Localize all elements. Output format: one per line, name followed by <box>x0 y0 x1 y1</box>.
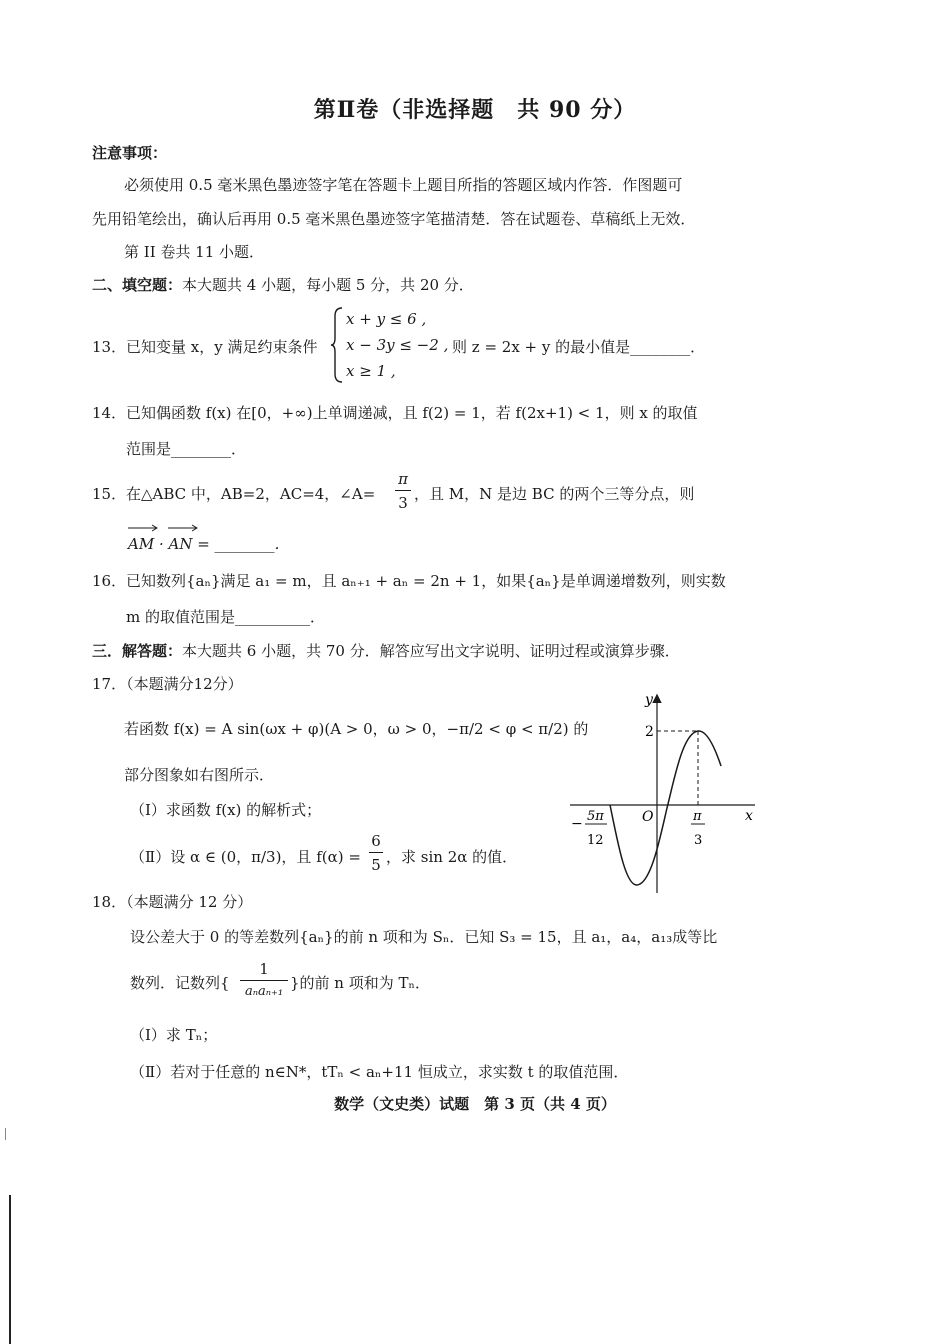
q15-frac-num: π <box>398 470 408 488</box>
q17-part-2a: （Ⅱ）设 α ∈ (0，π/3)，且 f(α) = <box>130 848 361 866</box>
notice-line-2: 先用铅笔绘出，确认后再用 0.5 毫米黑色墨迹签字笔描清楚．答在试题卷、草稿纸上无效． <box>92 210 696 228</box>
notice-heading: 注意事项： <box>92 144 168 162</box>
q13-brace <box>330 306 344 384</box>
q17-frac-num: 6 <box>371 832 381 850</box>
q15-frac-bar <box>395 490 411 491</box>
q13-post: 则 z = 2x + y 的最小值是________． <box>452 338 706 356</box>
q18-part-1: （Ⅰ）求 Tₙ； <box>130 1026 218 1044</box>
section-2-header <box>92 274 474 295</box>
q15-line-1b: ，且 M，N 是边 BC 的两个三等分点，则 <box>414 485 695 503</box>
q15-line-1a: 在△ABC 中，AB=2，AC=4，∠A= <box>126 485 376 503</box>
q17-part-1: （Ⅰ）求函数 f(x) 的解析式； <box>130 801 322 819</box>
page-title: 第Ⅱ卷（非选择题 共 90 分） <box>313 97 637 123</box>
left-tick-num: 5π <box>587 809 604 824</box>
scan-mark <box>5 1128 6 1140</box>
q17-sine-graph <box>565 688 765 898</box>
left-tick-den: 12 <box>587 833 604 848</box>
q13-constraint-1: x + y ≤ 6 , <box>346 310 427 328</box>
section-2-heading: 二、填空题： <box>92 276 183 294</box>
q17-line-1: 若函数 f(x) = A sin(ωx + φ)(A > 0，ω > 0，−π/2 < φ < π/2) 的 <box>124 720 589 738</box>
vector-arrows <box>126 522 206 532</box>
right-tick-den: 3 <box>694 833 703 848</box>
q15-frac-den: 3 <box>398 494 408 512</box>
q17-part-2b: ，求 sin 2α 的值． <box>386 848 518 866</box>
section-3-heading: 三．解答题： <box>92 642 183 660</box>
q18-line-2b: }的前 n 项和为 Tₙ． <box>290 974 431 992</box>
q15-number: 15． <box>92 485 127 503</box>
q18-line-2a: 数列．记数列{ <box>130 974 230 992</box>
q18-line-1: 设公差大于 0 的等差数列{aₙ}的前 n 项和为 Sₙ．已知 S₃ = 15，且 a₁，a₄，a₁₃成等比 <box>130 928 718 946</box>
sine-curve <box>610 731 721 885</box>
q13-number: 13． <box>92 338 127 356</box>
q17-frac-den: 5 <box>371 856 381 874</box>
q13-pre: 已知变量 x，y 满足约束条件 <box>126 338 318 356</box>
q18-part-2: （Ⅱ）若对于任意的 n∈N*，tTₙ < aₙ+11 恒成立，求实数 t 的取值范围． <box>130 1063 629 1081</box>
q16-line-2: m 的取值范围是__________． <box>126 608 325 626</box>
q14-number: 14． <box>92 404 127 422</box>
q14-line-2: 范围是________． <box>126 440 247 458</box>
q17-frac-bar <box>369 852 383 853</box>
section-2-desc: 本大题共 4 小题，每小题 5 分，共 20 分． <box>182 276 474 294</box>
scan-edge-line <box>9 1195 11 1344</box>
q17-line-2: 部分图象如右图所示． <box>124 766 275 784</box>
notice-line-1: 必须使用 0.5 毫米黑色墨迹签字笔在答题卡上题目所指的答题区域内作答．作图题可 <box>124 176 683 194</box>
q16-line-1: 已知数列{aₙ}满足 a₁ = m，且 aₙ₊₁ + aₙ = 2n + 1，如果{aₙ}是单调递增数列，则实数 <box>126 572 726 590</box>
q17-header: 17．（本题满分12分） <box>92 675 243 693</box>
q18-frac-den: aₙaₙ₊₁ <box>244 984 284 999</box>
y-axis-label: y <box>645 692 653 708</box>
section-3-header <box>92 640 680 661</box>
q13-constraint-3: x ≥ 1 , <box>346 362 396 380</box>
q15-line-2: AM · AN = ________． <box>128 535 290 553</box>
right-tick-num: π <box>693 809 702 824</box>
notice-line-3: 第 II 卷共 11 小题． <box>124 243 265 261</box>
q18-frac-num: 1 <box>259 960 269 978</box>
q14-line-1: 已知偶函数 f(x) 在[0，+∞)上单调递减，且 f(2) = 1，若 f(2x+1) < 1，则 x 的取值 <box>126 404 698 422</box>
y-tick-2: 2 <box>645 724 654 740</box>
q18-header: 18．（本题满分 12 分） <box>92 893 253 911</box>
page-footer: 数学（文史类）试题 第 3 页（共 4 页） <box>334 1095 616 1113</box>
q13-constraint-2: x − 3y ≤ −2 , <box>346 336 449 354</box>
q18-frac-bar <box>240 980 288 981</box>
origin-label: O <box>642 809 654 825</box>
left-tick-sign: − <box>571 816 583 832</box>
section-3-desc: 本大题共 6 小题，共 70 分．解答应写出文字说明、证明过程或演算步骤． <box>182 642 680 660</box>
q16-number: 16． <box>92 572 127 590</box>
x-axis-label: x <box>745 808 753 824</box>
